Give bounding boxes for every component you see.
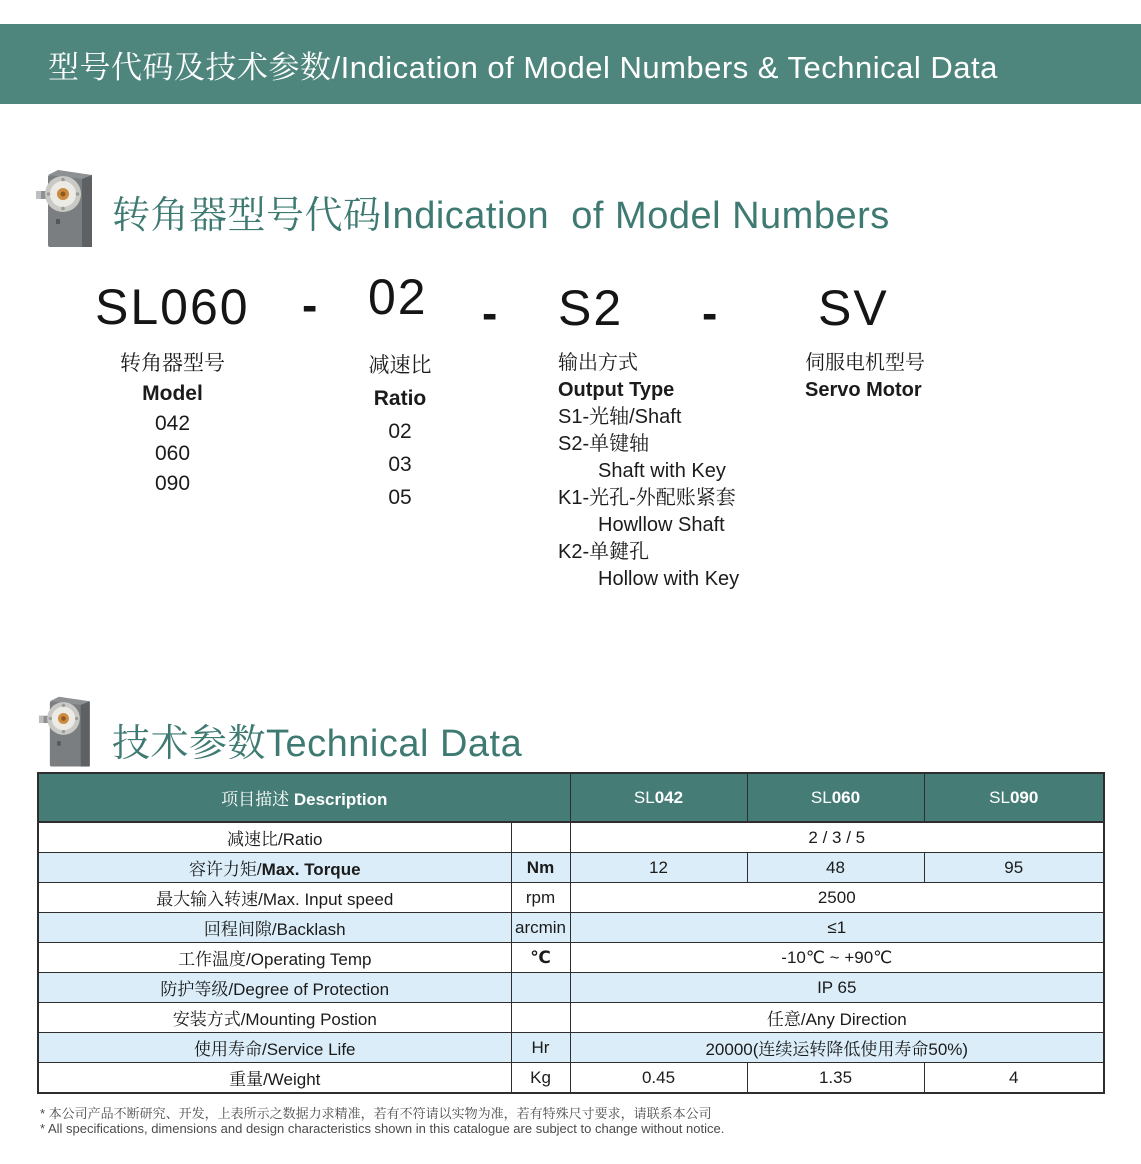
row-unit: Nm xyxy=(511,853,570,883)
ratio-option: 02 xyxy=(388,420,412,443)
output-type-option-en: Howllow Shaft xyxy=(598,514,725,536)
gearbox-product-icon xyxy=(36,167,100,258)
ratio-option: 03 xyxy=(388,453,412,476)
legend-output-type-column xyxy=(558,350,803,593)
row-value: ≤1 xyxy=(570,913,1104,943)
legend-servo-motor-column xyxy=(805,350,985,404)
row-unit xyxy=(511,973,570,1003)
footnote-zh: * 本公司产品不断研究、开发，上表所示之数据力求精准，若有不符请以实物为准，若有特殊尺寸要求，请联系本公司 xyxy=(40,1106,712,1121)
ratio-label-en: Ratio xyxy=(373,387,427,410)
page-banner-title: 型号代码及技术参数/Indication of Model Numbers & Technical Data xyxy=(48,49,998,85)
table-header-row xyxy=(38,773,1104,822)
row-label: 回程间隙/Backlash xyxy=(38,913,511,943)
table-row-max-input-speed xyxy=(38,883,1104,913)
output-type-option: S1-光轴/Shaft xyxy=(558,406,682,428)
row-label: 安装方式/Mounting Postion xyxy=(38,1003,511,1033)
servo-motor-label-en: Servo Motor xyxy=(805,379,922,401)
footnote-en: * All specifications, dimensions and design characteristics shown in this catalogue are subject to change without notice. xyxy=(40,1121,725,1136)
row-value: 任意/Any Direction xyxy=(570,1003,1104,1033)
model-code-ratio: 02 xyxy=(368,269,428,325)
column-header-sl060: SL060 xyxy=(747,773,924,822)
row-unit: Kg xyxy=(511,1063,570,1094)
model-label-zh: 转角器型号 xyxy=(120,352,225,375)
row-unit: ℃ xyxy=(511,943,570,973)
ratio-option: 05 xyxy=(388,486,412,509)
row-label: 减速比/Ratio xyxy=(38,822,511,853)
model-code-dash: - xyxy=(702,287,718,339)
table-row-ratio xyxy=(38,822,1104,853)
model-option: 042 xyxy=(154,412,191,435)
model-code-model: SL060 xyxy=(95,279,250,335)
model-code-dash: - xyxy=(302,279,318,331)
row-label: 防护等级/Degree of Protection xyxy=(38,973,511,1003)
model-code-dash: - xyxy=(482,287,498,339)
output-type-label-en: Output Type xyxy=(558,379,675,401)
column-header-sl090: SL090 xyxy=(924,773,1104,822)
gearbox-icon xyxy=(36,167,100,253)
row-label: 最大输入转速/Max. Input speed xyxy=(38,883,511,913)
output-type-option: S2-单键轴 xyxy=(558,433,650,455)
output-type-option-en: Hollow with Key xyxy=(598,568,740,590)
row-label: 使用寿命/Service Life xyxy=(38,1033,511,1063)
row-value: IP 65 xyxy=(570,973,1104,1003)
row-value-sl042: 0.45 xyxy=(570,1063,747,1094)
servo-motor-label-zh: 伺服电机型号 xyxy=(805,352,925,374)
legend-model-column xyxy=(95,349,250,499)
table-row-degree-of-protection xyxy=(38,973,1104,1003)
output-type-option: K1-光孔-外配账紧套 xyxy=(558,487,736,509)
technical-data-table xyxy=(37,772,1105,1094)
output-type-label-zh: 输出方式 xyxy=(558,352,638,374)
row-label: 重量/Weight xyxy=(38,1063,511,1094)
table-row-max-torque xyxy=(38,853,1104,883)
row-unit: arcmin xyxy=(511,913,570,943)
gearbox-product-icon xyxy=(36,694,100,777)
table-row-service-life xyxy=(38,1033,1104,1063)
row-value: 20000(连续运转降低使用寿命50%) xyxy=(570,1033,1104,1063)
row-unit xyxy=(511,822,570,853)
model-code-servo: SV xyxy=(818,280,889,336)
legend-ratio-column xyxy=(330,349,470,514)
model-code-output-type: S2 xyxy=(558,280,624,336)
row-value: 2500 xyxy=(570,883,1104,913)
model-option: 060 xyxy=(154,442,191,465)
row-value-sl042: 12 xyxy=(570,853,747,883)
table-row-weight xyxy=(38,1063,1104,1094)
row-unit xyxy=(511,1003,570,1033)
row-label: 工作温度/Operating Temp xyxy=(38,943,511,973)
table-row-mounting-position xyxy=(38,1003,1104,1033)
page-banner xyxy=(0,24,1141,104)
output-type-option: K2-单鍵孔 xyxy=(558,541,650,563)
model-option: 090 xyxy=(154,472,191,495)
row-value: -10℃ ~ +90℃ xyxy=(570,943,1104,973)
table-row-operating-temp xyxy=(38,943,1104,973)
row-label: 容许力矩/Max. Torque xyxy=(38,853,511,883)
table-row-backlash xyxy=(38,913,1104,943)
row-unit: rpm xyxy=(511,883,570,913)
gearbox-icon xyxy=(36,694,100,772)
section-title-model-numbers: 转角器型号代码Indication of Model Numbers xyxy=(112,195,890,237)
row-unit: Hr xyxy=(511,1033,570,1063)
section-title-technical-data: 技术参数Technical Data xyxy=(112,723,523,765)
row-value: 2 / 3 / 5 xyxy=(570,822,1104,853)
column-header-sl042: SL042 xyxy=(570,773,747,822)
row-value-sl060: 48 xyxy=(747,853,924,883)
row-value-sl090: 95 xyxy=(924,853,1104,883)
output-type-option-en: Shaft with Key xyxy=(598,460,726,482)
row-value-sl090: 4 xyxy=(924,1063,1104,1094)
column-header-description: 项目描述 Description xyxy=(38,773,570,822)
model-label-en: Model xyxy=(142,382,203,405)
ratio-label-zh: 减速比 xyxy=(368,354,432,377)
row-value-sl060: 1.35 xyxy=(747,1063,924,1094)
